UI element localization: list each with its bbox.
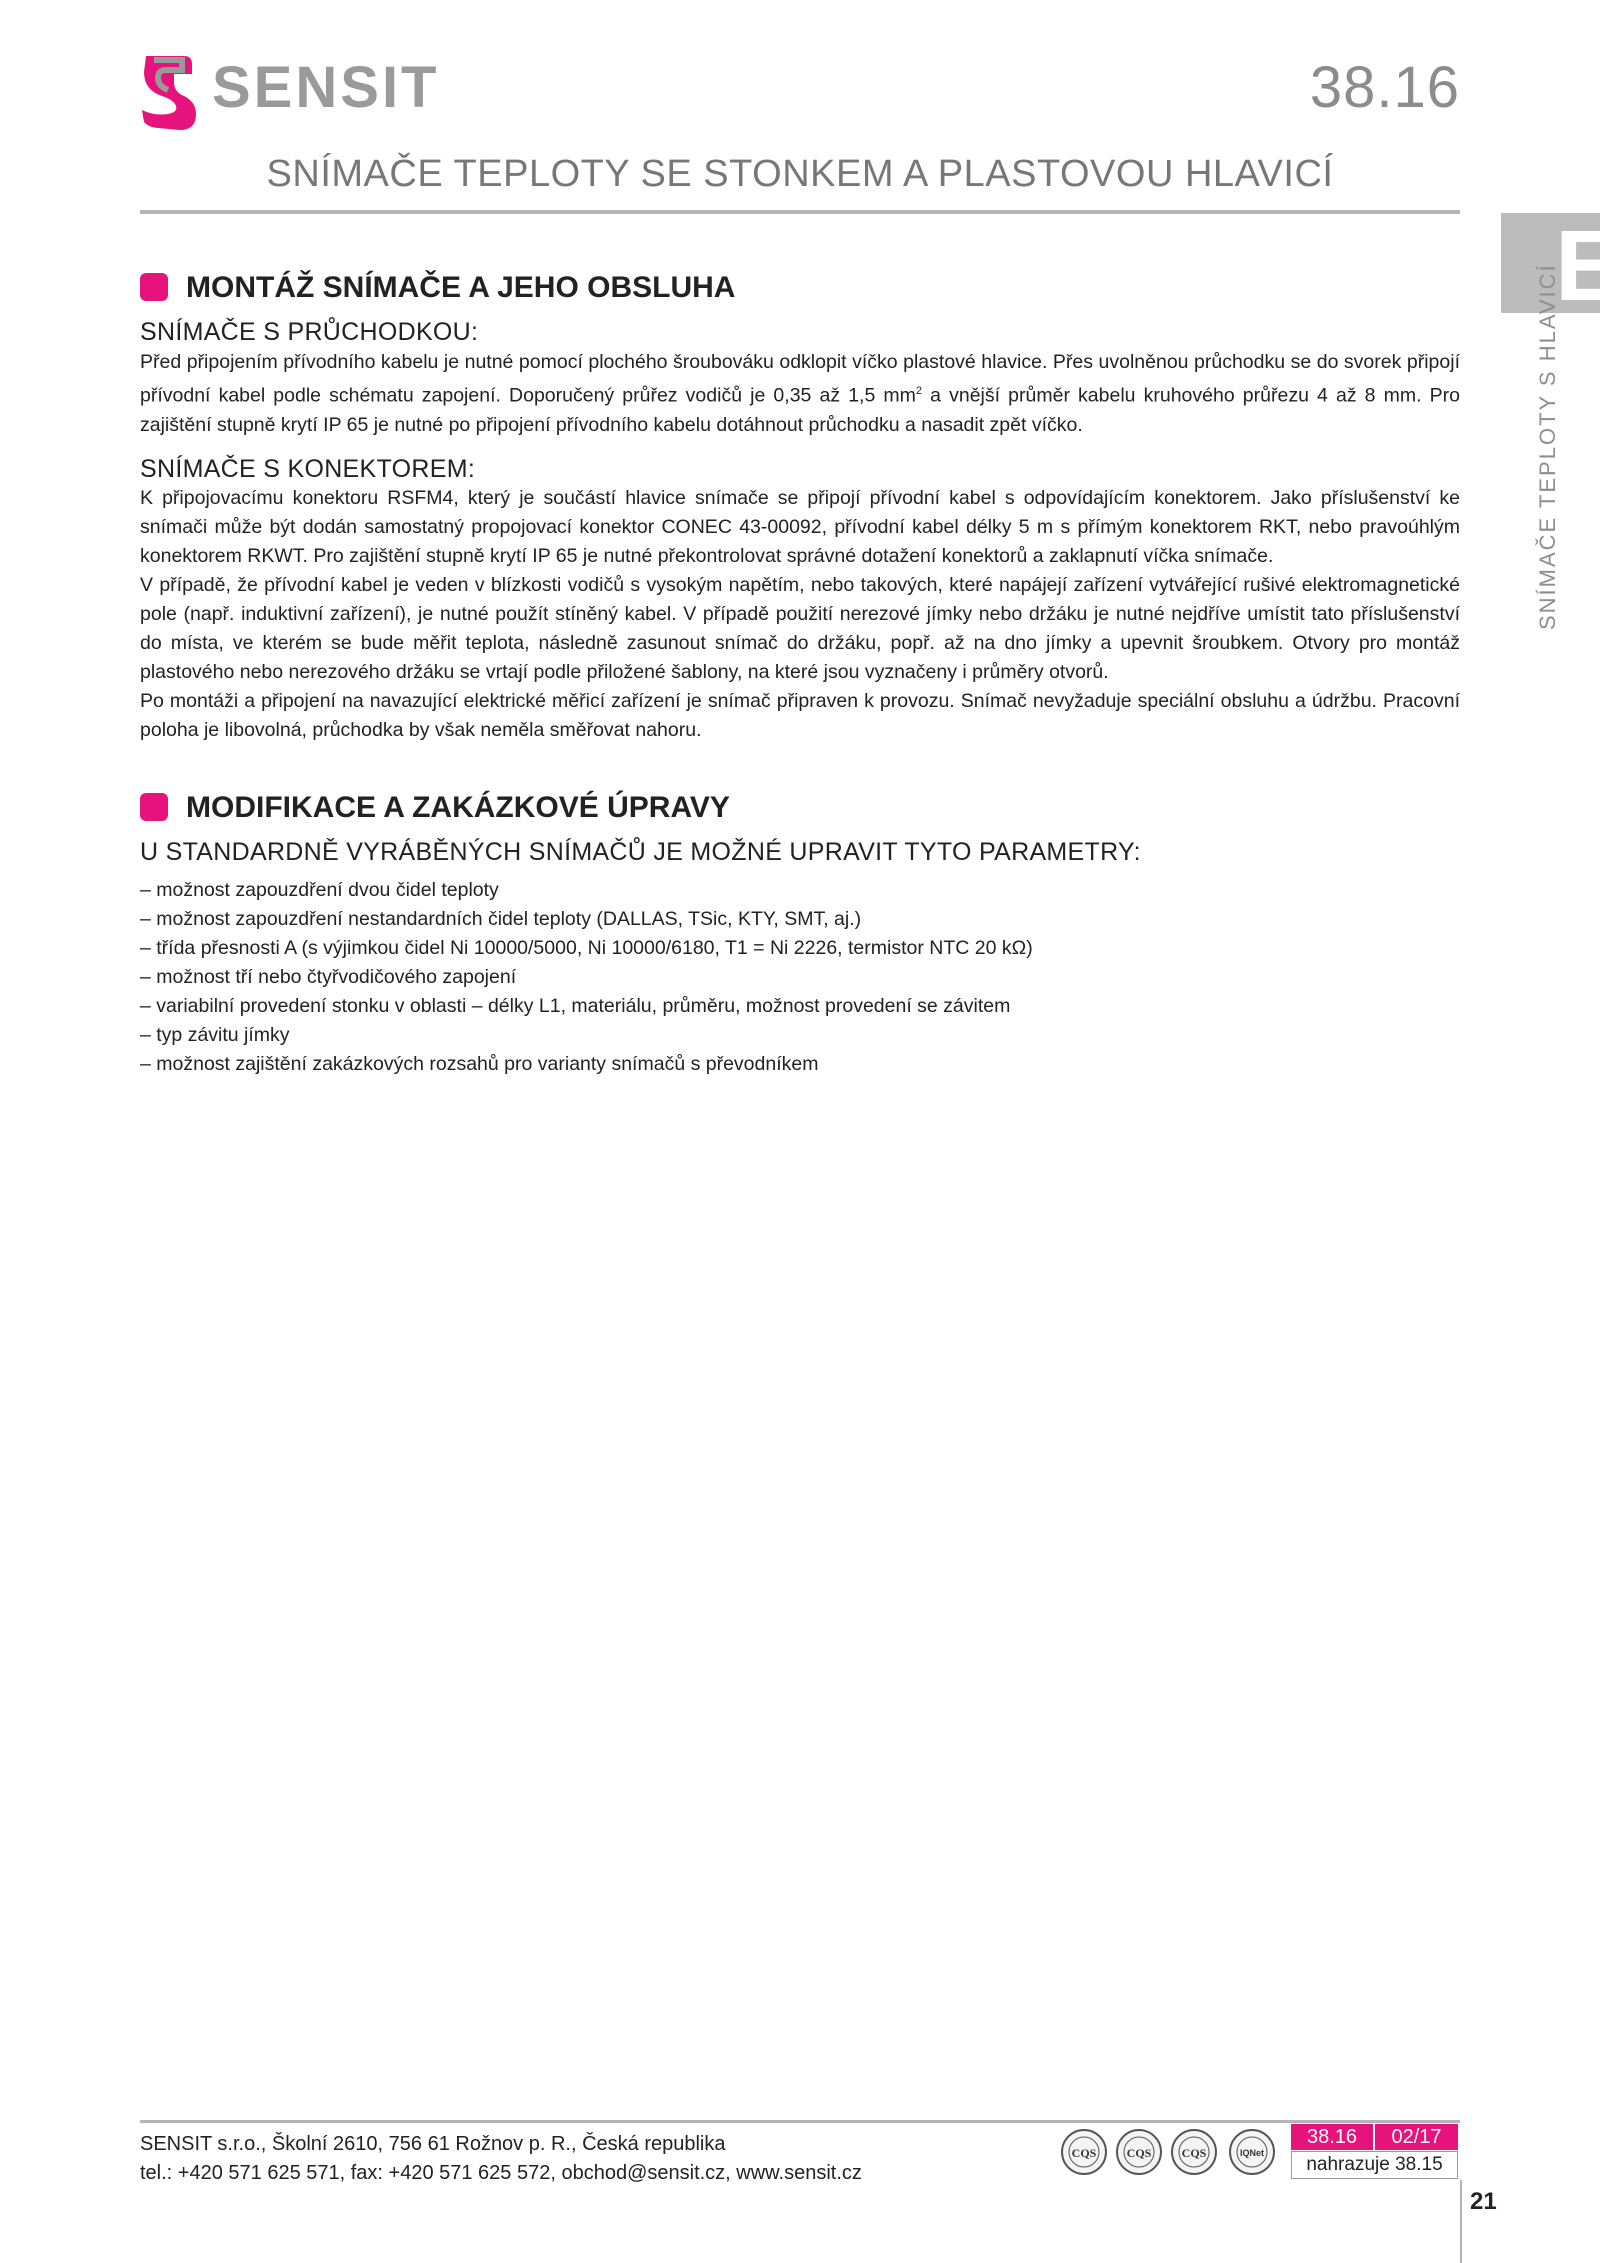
subheading-gland: SNÍMAČE S PRŮCHODKOU:	[140, 318, 479, 346]
side-vertical-label	[1535, 263, 1565, 630]
paragraph-gland	[140, 348, 1460, 440]
paragraph-connector-2: V případě, že přívodní kabel je veden v blízkosti vodičů s vysokým napětím, nebo takových, které napájejí zařízení vytvářející rušivé elektromagnetické pole (např. induktivní zařízení), je nutné použít stíněný kabel. V případě použití nerezové jímky nebo držáku je nutné nejdříve umístit tato příslušenství do místa, ve kterém se bude měřit teplota, následně zasunout snímač do držáku, popř. až na dno jímky a upevnit šroubkem. Otvory pro montáž plastového nebo nerezového držáku se vrtají podle přiložené šablony, na které jsou vyznačeny i průměry otvorů.	[140, 574, 1460, 683]
list-item: – možnost tří nebo čtyřvodičového zapojení	[140, 966, 517, 988]
section-heading-text: MODIFIKACE A ZAKÁZKOVÉ ÚPRAVY	[186, 791, 730, 824]
section-heading-modifications	[140, 790, 730, 826]
replaces-note: nahrazuje 38.15	[1291, 2151, 1458, 2179]
pink-square-bullet-icon	[140, 793, 168, 821]
section-heading-mounting	[140, 270, 735, 306]
page-number: 21	[1470, 2188, 1497, 2215]
sensit-logo-mark-icon	[140, 52, 210, 132]
document-title: SNÍMAČE TEPLOTY SE STONKEM A PLASTOVOU HLAVICÍ	[266, 153, 1334, 195]
list-item: – možnost zapouzdření nestandardních čidel teploty (DALLAS, TSic, KTY, SMT, aj.)	[140, 908, 862, 930]
paragraph-gland-text-a: Před připojením přívodního kabelu je nutné pomocí plochého šroubováku odklopit víčko plastové hlavice. Přes uvolněnou průchodku se do svorek připojí přívodní kabel podle schématu zapojení. Doporučený průřez vodičů je 0,35 až 1,5 mm	[140, 351, 1460, 407]
footer-address-line-1: SENSIT s.r.o., Školní 2610, 756 61 Rožnov p. R., Česká republika	[140, 2133, 726, 2155]
modifications-list	[140, 876, 1460, 1079]
section-tab-letter: E	[1555, 210, 1622, 322]
iqnet-certification-seal-icon	[1228, 2128, 1276, 2176]
section-heading-text: MONTÁŽ SNÍMAČE A JEHO OBSLUHA	[186, 271, 736, 304]
list-item: – třída přesnosti A (s výjimkou čidel Ni 10000/5000, Ni 10000/6180, T1 = Ni 2226, termistor NTC 20 kΩ)	[140, 937, 1033, 959]
cqs-certification-seal-icon	[1115, 2128, 1163, 2176]
paragraph-connector-1: K připojovacímu konektoru RSFM4, který je součástí hlavice snímače se připojí přívodní kabel s odpovídajícím konektorem. Jako příslušenství ke snímači může být dodán samostatný propojovací konektor CONEC 43-00092, přívodní kabel délky 5 m s přímým konektorem RKT, nebo pravoúhlým konektorem RKWT. Pro zajištění stupně krytí IP 65 je nutné překontrolovat správné dotažení konektorů a zaklapnutí víčka snímače.	[140, 487, 1460, 567]
cert-label: CQS	[1071, 2146, 1097, 2160]
paragraphs-connector	[140, 484, 1460, 745]
list-item: – možnost zapouzdření dvou čidel teploty	[140, 879, 499, 901]
superscript-2: 2	[915, 385, 923, 397]
subheading-connector: SNÍMAČE S KONEKTOREM:	[140, 455, 476, 483]
document-code-box	[1291, 2124, 1460, 2180]
title-divider	[140, 210, 1460, 214]
cert-label: CQS	[1126, 2146, 1152, 2160]
footer-divider	[140, 2120, 1460, 2123]
cert-label: IQNet	[1239, 2148, 1265, 2158]
sensit-logo	[140, 52, 440, 132]
cert-label: CQS	[1181, 2146, 1207, 2160]
modifications-subtitle: U STANDARDNĚ VYRÁBĚNÝCH SNÍMAČŮ JE MOŽNÉ UPRAVIT TYTO PARAMETRY:	[140, 838, 1141, 866]
brand-wordmark: SENSIT	[212, 55, 440, 120]
pink-square-bullet-icon	[140, 273, 168, 301]
document-code: 38.16	[1291, 2124, 1373, 2150]
paragraph-gland-text-b: a vnější průměr kabelu kruhového průřezu 4 až 8 mm. Pro zajištění stupně krytí IP 65 je nutné po připojení přívodního kabelu dotáhnout průchodku a nasadit zpět víčko.	[140, 384, 1461, 436]
cqs-certification-seal-icon	[1170, 2128, 1218, 2176]
list-item: – variabilní provedení stonku v oblasti – délky L1, materiálu, průměru, možnost provedení se závitem	[140, 995, 1011, 1017]
footer-address-line-2: tel.: +420 571 625 571, fax: +420 571 625 572, obchod@sensit.cz, www.sensit.cz	[140, 2162, 862, 2184]
page-number-divider	[1460, 2180, 1462, 2263]
page-code: 38.16	[1309, 55, 1460, 120]
cqs-certification-seal-icon	[1060, 2128, 1108, 2176]
footer-address	[140, 2130, 862, 2188]
list-item: – typ závitu jímky	[140, 1024, 290, 1046]
paragraph-connector-3: Po montáži a připojení na navazující elektrické měřicí zařízení je snímač připraven k provozu. Snímač nevyžaduje speciální obsluhu a údržbu. Pracovní poloha je libovolná, průchodka by však neměla směřovat nahoru.	[140, 690, 1460, 741]
side-vertical-text: SNÍMAČE TEPLOTY S HLAVICÍ	[1535, 263, 1560, 630]
list-item: – možnost zajištění zakázkových rozsahů pro varianty snímačů s převodníkem	[140, 1053, 819, 1075]
document-date: 02/17	[1375, 2124, 1458, 2150]
